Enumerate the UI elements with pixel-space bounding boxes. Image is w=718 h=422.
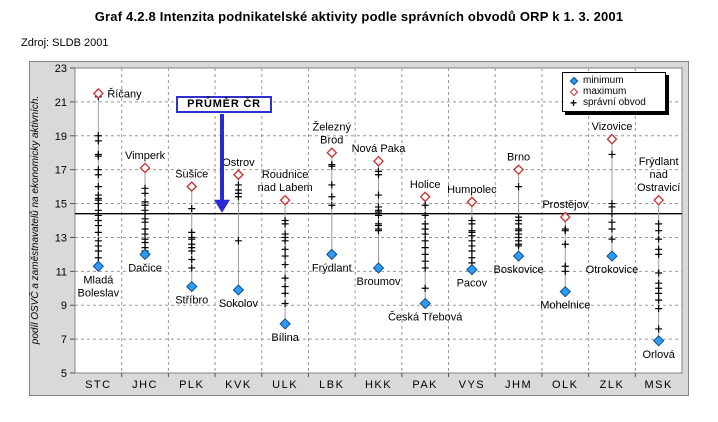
legend-label-maximum: maximum [583, 86, 627, 97]
chart-text: 23 [54, 63, 67, 75]
chart-text: Brno [506, 151, 531, 164]
chart-text: JHM [505, 379, 533, 391]
chart-text: nad [649, 169, 668, 182]
legend-item-minimum [569, 75, 661, 86]
chart-text: 9 [60, 300, 67, 313]
chart-text: Mohelnice [540, 299, 591, 312]
source-note: Zdroj: SLDB 2001 [21, 37, 109, 49]
chart-text: Holice [409, 178, 441, 191]
chart-text: STC [85, 379, 112, 391]
chart-text: JHC [132, 379, 158, 391]
chart-text: 15 [54, 198, 67, 211]
minimum-diamond-icon [569, 78, 583, 84]
legend-item-maximum [569, 86, 661, 97]
chart-text: KVK [225, 379, 252, 391]
chart-text: Stříbro [175, 294, 209, 307]
chart-text: OLK [552, 379, 579, 391]
legend-label-obvod: správní obvod [583, 97, 646, 108]
chart-text: Vimperk [124, 149, 166, 162]
chart-text: 21 [54, 96, 67, 109]
chart-text: MSK [644, 379, 673, 391]
chart-text: Ostrov [222, 156, 255, 169]
chart-text: 17 [54, 164, 67, 177]
chart-text: ZLK [599, 379, 625, 391]
chart-text: Orlová [642, 348, 675, 361]
legend-label-minimum: minimum [583, 75, 624, 86]
chart-text: Mladá [83, 274, 114, 287]
chart-text: Frýdlant [311, 262, 352, 275]
chart-text: 7 [60, 334, 67, 347]
chart-text: LBK [319, 379, 345, 391]
chart-text: ULK [272, 379, 299, 391]
chart-text: Dačice [128, 262, 162, 275]
chart-text: Frýdlant [638, 156, 679, 169]
chart-text: Vizovice [591, 121, 633, 134]
chart-text: Prostějov [542, 199, 589, 212]
y-axis-title: podíl OSVČ a zaměstnavatelů na ekonomicky aktivních. [30, 95, 41, 345]
chart-text: nad Labem [257, 182, 313, 195]
chart-text: Humpolec [447, 183, 497, 196]
legend [562, 72, 666, 112]
chart-text: Bílina [271, 331, 299, 344]
chart-text: Broumov [356, 275, 401, 288]
chart-text: Boleslav [77, 287, 120, 300]
chart-text: Ostravicí [636, 182, 681, 195]
chart-text: VYS [458, 379, 486, 391]
chart-text: Nová Paka [351, 143, 406, 156]
chart-text: Otrokovice [585, 264, 639, 277]
chart-text: 13 [54, 232, 67, 245]
chart-text: Sokolov [218, 297, 258, 310]
chart-text: 11 [55, 266, 67, 279]
chart-text: PLK [179, 379, 205, 391]
maximum-diamond-icon [569, 89, 583, 95]
chart-text: Česká Třebová [387, 311, 463, 324]
average-callout: PRŮMĚR ČR [176, 96, 272, 113]
chart-text: Roudnice [261, 169, 309, 182]
chart-text: Boskovice [493, 264, 544, 277]
chart-text: Říčany [107, 88, 142, 101]
legend-item-obvod [569, 97, 661, 108]
chart-text: HKK [364, 379, 393, 391]
plus-marker-icon: + [570, 95, 578, 110]
chart-text: PAK [412, 379, 439, 391]
chart-text: Železný [312, 121, 352, 134]
chart-text: Brod [320, 134, 344, 147]
chart-text: Pacov [456, 277, 488, 290]
chart-text: 5 [60, 368, 67, 380]
chart-title: Graf 4.2.8 Intenzita podnikatelské aktivity podle správních obvodů ORP k 1. 3. 2001 [94, 9, 624, 24]
chart-text: 19 [54, 130, 67, 143]
chart-text: Sušice [175, 168, 209, 181]
